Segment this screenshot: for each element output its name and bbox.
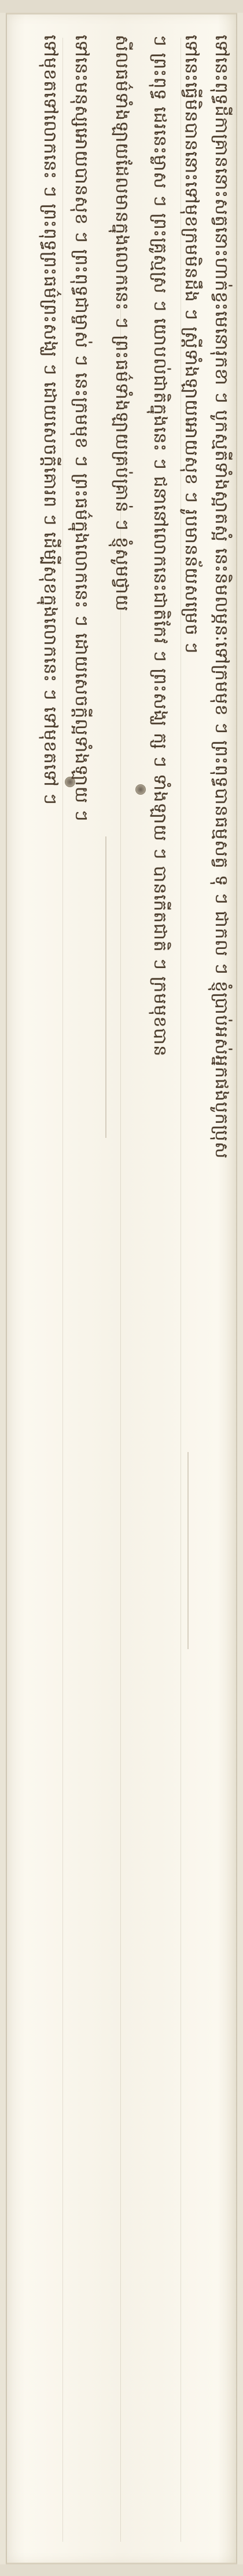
inscription-block <box>8 35 237 2545</box>
top-edge-strip <box>0 0 243 13</box>
inscription-line-1: ទៅនេះពុទ្ធដីកាគ្រាននោះសត្វនោះហាក់ខ្វះមេនោរុកខា ៗ បូកស្មតីទាំងស្អាតស្អំ នេះនិមលម្ភនៈទៅក្រមមុខ ៗ ព្រះពុទ្ធបានធម្មសត្វ ទុ ៗ ជាកល ៗ ខ្ញុំប្រាប់អស់អ្នកផងបូកប្រុស <box>211 35 231 1159</box>
inscription-line-2: ទៅនេះធ្វើមិនបាននោះទៅមុខក្រមមិនដឹង ៗ ស្ត្រីទាំងឡាយអោយសុខ ៗ រូបមានន័យសម្រេច ៗ <box>181 35 201 654</box>
inscription-line-3: ៗ ព្រះពុទ្ធ ដេរនេះម្លាស ៗ ព្រះគ្រូស្មស្រ ៗ យោបល់ជាតិក្នុងនេះ ៗ ជនានៅលោកនេះជាតិកែវ ៗ ព្រះសង្ឃ ក្ស ៗ ទាំងឡាយ ៗ បានកើតជាតិ ៗ ក្រមមុខបាន <box>150 35 170 1057</box>
inscription-line-4: សីលធម៌ទាំងឡាយដែលមានក្នុងលោកនេះ ៗ ព្រះធម៌ទាំងឡាយគ្រប់គ្រាន់ ៗ ខ្ញុំសូមថ្វាយ <box>112 35 132 612</box>
bottom-edge-strip <box>0 2564 243 2576</box>
inscription-line-5: ទៅនេះមនុស្សអោយបានសុខ ៗ ព្រះពុទ្ធជាម្ចាស់ ៗ នេះក្រមមុខ ៗ ព្រះធម៌ក្នុងលោកនេះ ៗ ដោយសេចក្តីល្អទាំងឡាយ ៗ <box>71 35 91 822</box>
inscription-line-6: ទៅមុខតទៅលោកនេះ ៗ ព្រះពុទ្ធព្រះធម៌ព្រះសង្ឃ ៗ ដោយសេចក្តីគោរព ៗ ដើម្បីសុខក្នុងលោកនេះ ៗ ទៅមុខតទៅ ៗ <box>40 35 60 806</box>
